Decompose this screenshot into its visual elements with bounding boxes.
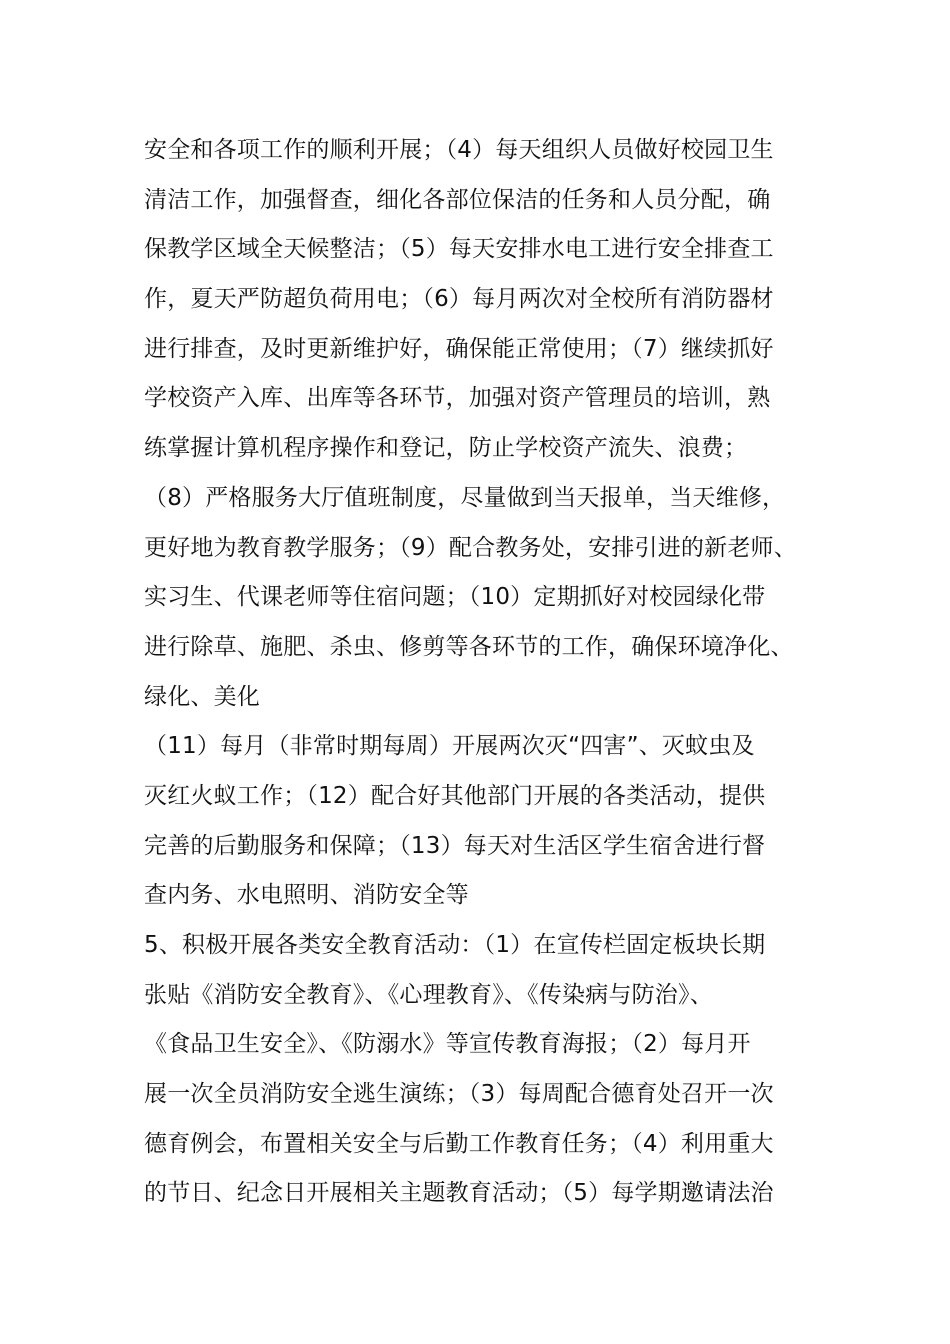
body-text [144,126,834,1219]
text-line: 的节日、纪念日开展相关主题教育活动；（5）每学期邀请法治 [144,1180,774,1207]
text-line: 学校资产入库、出库等各环节，加强对资产管理员的培训，熟 [144,385,771,412]
text-line: 灭红火蚁工作；（12）配合好其他部门开展的各类活动，提供 [144,782,766,809]
text-line: 查内务、水电照明、消防安全等 [144,882,469,909]
text-line: 绿化、美化 [144,683,260,710]
text-line: 《食品卫生安全》、《防溺水》等宣传教育海报；（2）每月开 [144,1031,751,1058]
text-line: 进行除草、施肥、杀虫、修剪等各环节的工作，确保环境净化、 [144,633,794,660]
text-line: 5、积极开展各类安全教育活动：（1）在宣传栏固定板块长期 [144,932,766,958]
text-line: 清洁工作，加强督查，细化各部位保洁的任务和人员分配，确 [144,186,771,213]
text-line: （11）每月（非常时期每周）开展两次灭“四害”、灭蚊虫及 [144,733,755,760]
text-line: 作，夏天严防超负荷用电；（6）每月两次对全校所有消防器材 [144,286,774,313]
text-line: 进行排查，及时更新维护好，确保能正常使用；（7）继续抓好 [144,335,774,362]
text-line: 保教学区域全天候整洁；（5）每天安排水电工进行安全排查工 [144,236,774,263]
text-line: （8）严格服务大厅值班制度，尽量做到当天报单，当天维修， [144,484,786,511]
text-line: 完善的后勤服务和保障；（13）每天对生活区学生宿舍进行督 [144,832,766,859]
text-line: 张贴《消防安全教育》、《心理教育》、《传染病与防治》、 [144,981,713,1008]
text-line: 更好地为教育教学服务；（9）配合教务处，安排引进的新老师、 [144,534,797,561]
text-line: 德育例会，布置相关安全与后勤工作教育任务；（4）利用重大 [144,1130,774,1157]
text-line: 展一次全员消防安全逃生演练；（3）每周配合德育处召开一次 [144,1081,774,1108]
text-line: 练掌握计算机程序操作和登记，防止学校资产流失、浪费； [144,435,748,462]
text-line: 实习生、代课老师等住宿问题；（10）定期抓好对校园绿化带 [144,584,766,611]
text-line: 安全和各项工作的顺利开展；（4）每天组织人员做好校园卫生 [144,137,774,163]
